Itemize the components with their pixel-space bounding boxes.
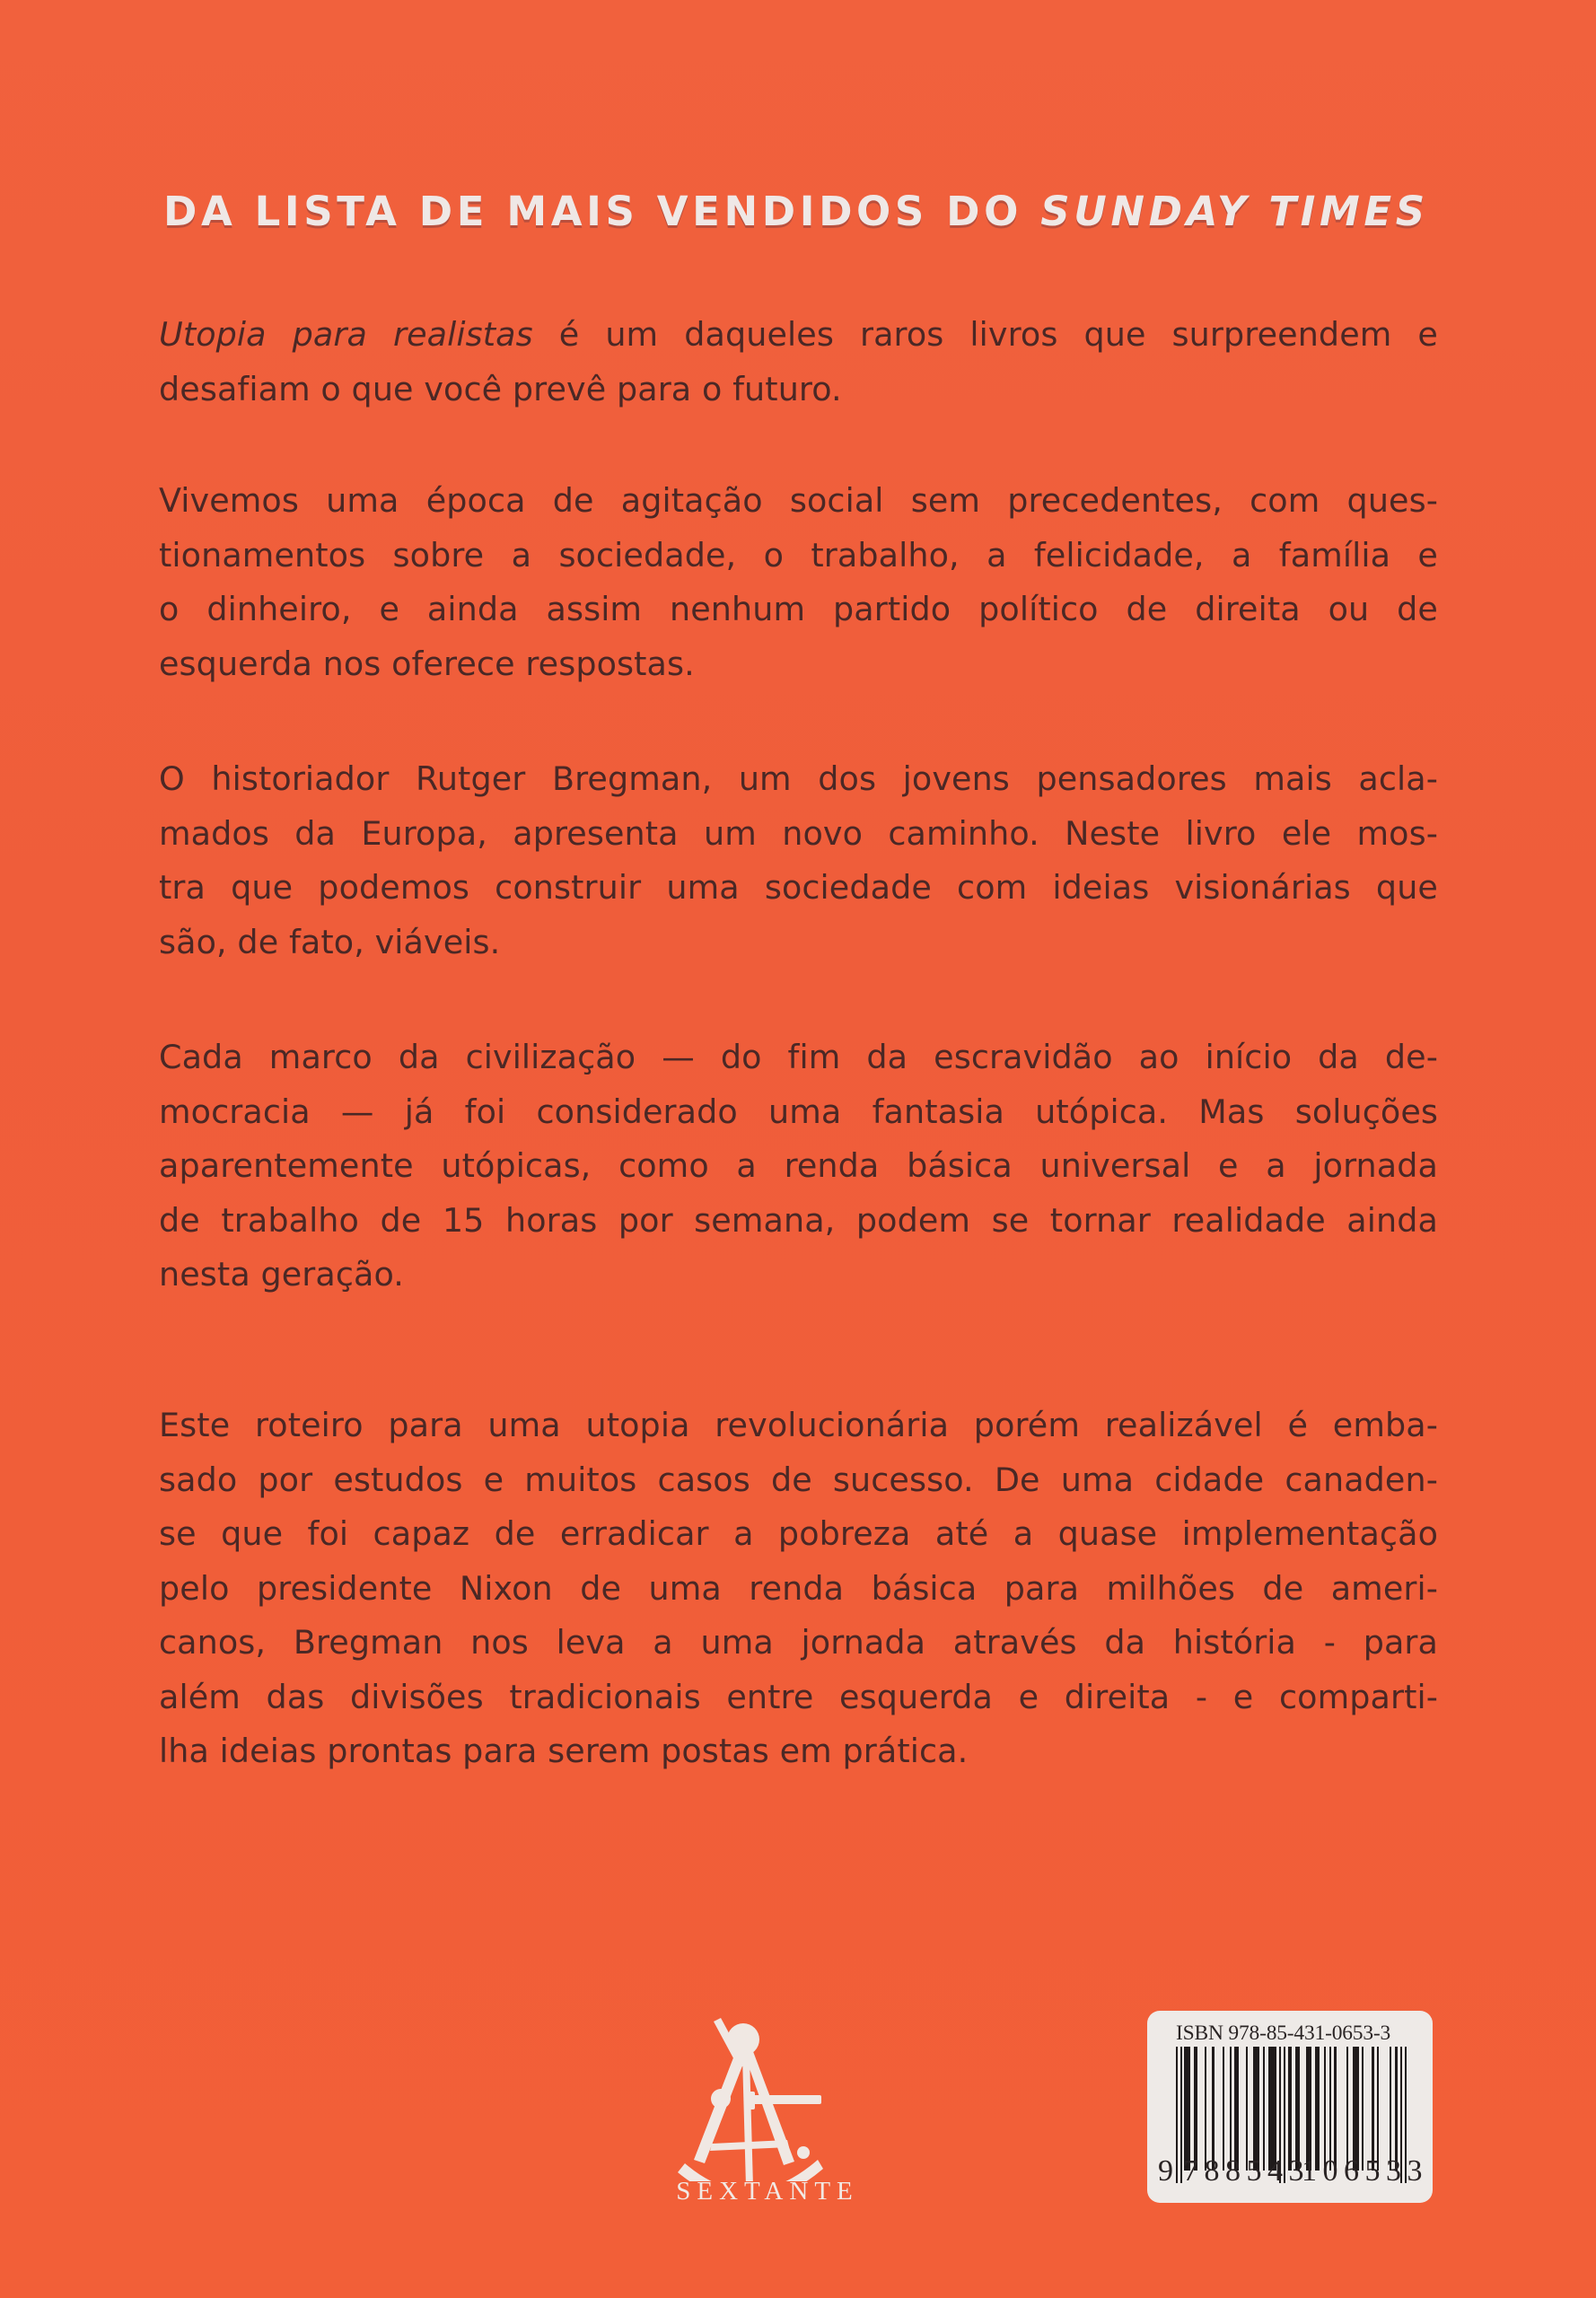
heading-prefix: DA LISTA DE MAIS VENDIDOS DO xyxy=(163,188,1041,235)
text-line: canos, Bregman nos leva a uma jornada através da história - para xyxy=(159,1623,1438,1662)
text-line: mocracia — já foi considerado uma fantasia utópica. Mas soluções xyxy=(159,1092,1438,1131)
text-line: além das divisões tradicionais entre esquerda e direita - e comparti- xyxy=(159,1677,1438,1716)
text-line: são, de fato, viáveis. xyxy=(159,922,501,961)
barcode-digit-first: 9 xyxy=(1158,2154,1173,2188)
sextant-icon xyxy=(660,2011,875,2181)
blurb-paragraph-5 xyxy=(159,1399,1438,1779)
isbn-number: ISBN 978-85-431-0653-3 xyxy=(1176,2022,1391,2045)
text-line: Cada marco da civilização — do fim da escravidão ao início da de- xyxy=(159,1038,1438,1076)
text-line: se que foi capaz de erradicar a pobreza até a quase implementação xyxy=(159,1514,1438,1553)
text-line: de trabalho de 15 horas por semana, podem se tornar realidade ainda xyxy=(159,1200,1438,1240)
text-line: tra que podemos construir uma sociedade com ideias visionárias que xyxy=(159,868,1438,907)
text-line: aparentemente utópicas, como a renda básica universal e a jornada xyxy=(159,1146,1438,1185)
text-line: mados da Europa, apresenta um novo caminho. Neste livro ele mos- xyxy=(159,813,1438,853)
text-line: pelo presidente Nixon de uma renda básica para milhões de ameri- xyxy=(159,1568,1438,1608)
blurb-paragraph-4 xyxy=(159,1031,1438,1302)
bestseller-heading xyxy=(163,185,1456,239)
text-line: O historiador Rutger Bregman, um dos jovens pensadores mais acla- xyxy=(159,759,1438,798)
text-line: lha ideias prontas para serem postas em prática. xyxy=(159,1732,969,1770)
text-span: é um daqueles raros livros que surpreendem e xyxy=(532,315,1438,354)
blurb-paragraph-2 xyxy=(159,474,1438,691)
text-line: esquerda nos oferece respostas. xyxy=(159,644,695,683)
blurb-paragraph-1 xyxy=(159,308,1438,417)
heading-italic-title: SUNDAY TIMES xyxy=(1040,188,1429,235)
text-line: desafiam o que você prevê para o futuro. xyxy=(159,369,842,408)
book-title-italic: Utopia para realistas xyxy=(159,315,533,354)
barcode-digit-group-2: 106533 xyxy=(1302,2154,1428,2188)
blurb-paragraph-3 xyxy=(159,752,1438,969)
text-line: sado por estudos e muitos casos de sucesso. De uma cidade canaden- xyxy=(159,1460,1438,1499)
publisher-logo xyxy=(660,2011,875,2217)
text-line: tionamentos sobre a sociedade, o trabalho, a felicidade, a família e xyxy=(159,535,1438,574)
barcode-digit-group-1: 788543 xyxy=(1183,2154,1310,2188)
text-line: nesta geração. xyxy=(159,1255,405,1294)
text-line xyxy=(159,308,1438,363)
text-line: o dinheiro, e ainda assim nenhum partido político de direita ou de xyxy=(159,590,1438,628)
publisher-name: SEXTANTE xyxy=(676,2177,859,2206)
isbn-barcode-label xyxy=(1147,2011,1433,2203)
text-line: Este roteiro para uma utopia revolucionária porém realizável é emba- xyxy=(159,1406,1438,1444)
text-line: Vivemos uma época de agitação social sem precedentes, com ques- xyxy=(159,481,1438,520)
